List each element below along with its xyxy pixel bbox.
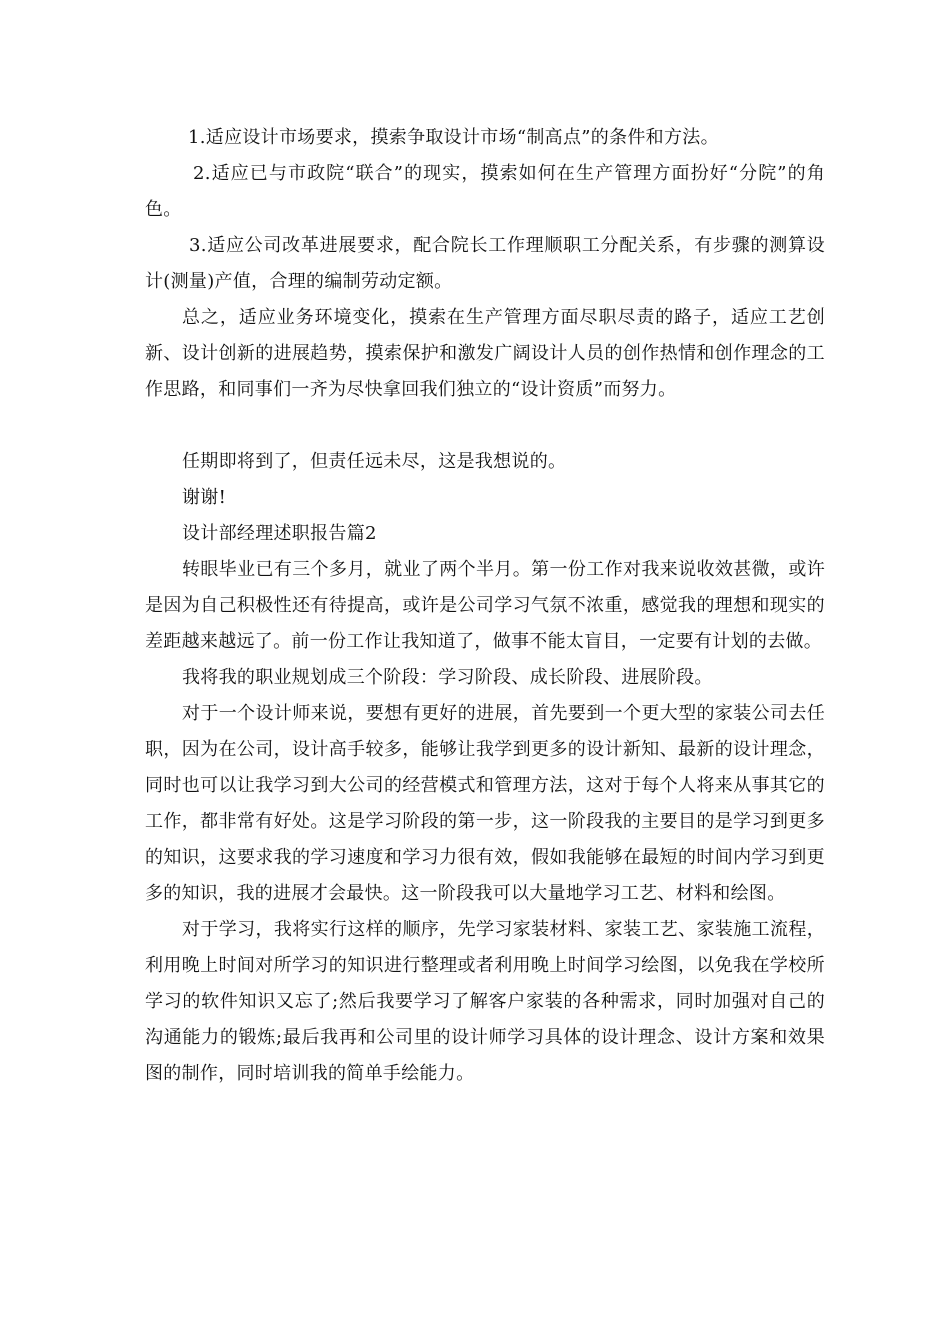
body-paragraph: 对于学习，我将实行这样的顺序，先学习家装材料、家装工艺、家装施工流程，利用晚上时间对所学习的知识进行整理或者利用晚上时间学习绘图，以免我在学校所学习的软件知识又忘了;然后我要学习了解客户家装的各种需求，同时加强对自己的沟通能力的锻炼;最后我再和公司里的设计师学习具体的设计理念、设计方案和效果图的制作，同时培训我的简单手绘能力。: [145, 919, 825, 1084]
summary-paragraph: 总之，适应业务环境变化，摸索在生产管理方面尽职尽责的路子，适应工艺创新、设计创新的进展趋势，摸索保护和激发广阔设计人员的创作热情和创作理念的工作思路，和同事们一齐为尽快拿回我们独立的“设计资质”而努力。: [145, 307, 825, 400]
closing-paragraph: 任期即将到了，但责任远未尽，这是我想说的。: [182, 451, 567, 472]
list-item-1: 1.适应设计市场要求，摸索争取设计市场“制高点”的条件和方法。: [188, 127, 719, 148]
thanks-line: 谢谢!: [182, 487, 227, 508]
body-paragraph: 我将我的职业规划成三个阶段：学习阶段、成长阶段、进展阶段。: [182, 667, 713, 688]
body-paragraph: 对于一个设计师来说，要想有更好的进展，首先要到一个更大型的家装公司去任职，因为在公司，设计高手较多，能够让我学到更多的设计新知、最新的设计理念，同时也可以让我学习到大公司的经营模式和管理方法，这对于每个人将来从事其它的工作，都非常有好处。这是学习阶段的第一步，这一阶段我的主要目的是学习到更多的知识，这要求我的学习速度和学习力很有效，假如我能够在最短的时间内学习到更多的知识，我的进展才会最快。这一阶段我可以大量地学习工艺、材料和绘图。: [145, 703, 825, 904]
body-paragraph: 转眼毕业已有三个多月，就业了两个半月。第一份工作对我来说收效甚微，或许是因为自己积极性还有待提高，或许是公司学习气氛不浓重，感觉我的理想和现实的差距越来越远了。前一份工作让我知道了，做事不能太盲目，一定要有计划的去做。: [145, 559, 825, 652]
document-body: [145, 120, 825, 1092]
list-item-2: 2.适应已与市政院“联合”的现实，摸索如何在生产管理方面扮好“分院”的角色。: [145, 163, 825, 220]
section-heading: 设计部经理述职报告篇2: [182, 523, 377, 544]
list-item-3: 3.适应公司改革进展要求，配合院长工作理顺职工分配关系，有步骤的测算设计(测量)产值，合理的编制劳动定额。: [145, 235, 825, 292]
